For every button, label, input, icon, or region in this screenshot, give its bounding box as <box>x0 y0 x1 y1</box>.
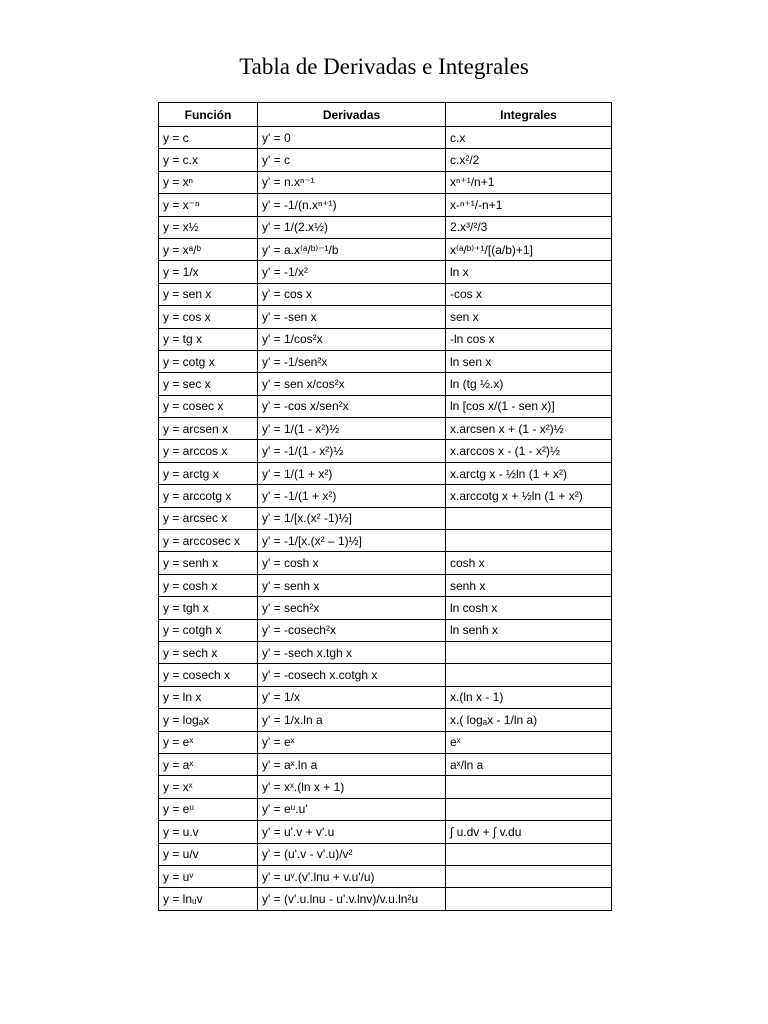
function-cell: y = xˣ <box>159 776 258 798</box>
table-row <box>159 552 612 574</box>
integral-cell <box>446 865 612 887</box>
function-cell: y = sec x <box>159 373 258 395</box>
function-cell: y = ln x <box>159 686 258 708</box>
table-row <box>159 238 612 260</box>
derivative-cell: y' = u'.v + v'.u <box>258 821 446 843</box>
table-row <box>159 731 612 753</box>
integral-cell <box>446 530 612 552</box>
derivative-cell: y' = 1/x.ln a <box>258 709 446 731</box>
integral-cell: x.arccotg x + ½ln (1 + x²) <box>446 485 612 507</box>
table-row <box>159 485 612 507</box>
function-cell: y = uᵛ <box>159 865 258 887</box>
derivative-cell: y' = 1/x <box>258 686 446 708</box>
function-cell: y = c.x <box>159 149 258 171</box>
function-cell: y = xⁿ <box>159 171 258 193</box>
integral-cell: x.(ln x - 1) <box>446 686 612 708</box>
function-cell: y = cos x <box>159 306 258 328</box>
function-cell: y = arccos x <box>159 440 258 462</box>
derivative-cell: y' = a.x⁽ᵃ/ᵇ⁾⁻¹/b <box>258 238 446 260</box>
table-row <box>159 216 612 238</box>
derivative-cell: y' = sech²x <box>258 597 446 619</box>
integral-cell: ln senh x <box>446 619 612 641</box>
table-row <box>159 574 612 596</box>
derivative-cell: y' = cosh x <box>258 552 446 574</box>
function-cell: y = cosec x <box>159 395 258 417</box>
integral-cell: ln sen x <box>446 350 612 372</box>
derivative-cell: y' = 1/[x.(x² -1)½] <box>258 507 446 529</box>
function-cell: y = xᵃ/ᵇ <box>159 238 258 260</box>
function-cell: y = sech x <box>159 641 258 663</box>
integral-cell <box>446 888 612 910</box>
integral-cell: eˣ <box>446 731 612 753</box>
integral-cell: c.x²/2 <box>446 149 612 171</box>
function-cell: y = eᵘ <box>159 798 258 820</box>
function-cell: y = x⁻ⁿ <box>159 194 258 216</box>
table-header-row <box>159 103 612 127</box>
function-cell: y = arcsen x <box>159 418 258 440</box>
table-row <box>159 821 612 843</box>
derivative-cell: y' = c <box>258 149 446 171</box>
integral-cell: xⁿ⁺¹/n+1 <box>446 171 612 193</box>
derivative-cell: y' = -1/(n.xⁿ⁺¹) <box>258 194 446 216</box>
integral-cell: senh x <box>446 574 612 596</box>
table-row <box>159 350 612 372</box>
integral-cell: ∫ u.dv + ∫ v.du <box>446 821 612 843</box>
table-row <box>159 283 612 305</box>
derivative-cell: y' = -1/[x.(x² – 1)½] <box>258 530 446 552</box>
function-cell: y = cosh x <box>159 574 258 596</box>
function-cell: y = arccosec x <box>159 530 258 552</box>
table-row <box>159 127 612 149</box>
integral-cell: ln cosh x <box>446 597 612 619</box>
function-cell: y = cosech x <box>159 664 258 686</box>
integral-cell: x.( logₐx - 1/ln a) <box>446 709 612 731</box>
function-cell: y = tg x <box>159 328 258 350</box>
table-row <box>159 395 612 417</box>
header-funcion: Función <box>159 103 258 127</box>
derivative-cell: y' = -1/x² <box>258 261 446 283</box>
function-cell: y = arctg x <box>159 462 258 484</box>
derivative-cell: y' = 1/(2.x½) <box>258 216 446 238</box>
table-row <box>159 888 612 910</box>
table-row <box>159 798 612 820</box>
function-cell: y = sen x <box>159 283 258 305</box>
function-cell: y = u/v <box>159 843 258 865</box>
integral-cell: x.arccos x - (1 - x²)½ <box>446 440 612 462</box>
function-cell: y = tgh x <box>159 597 258 619</box>
table-row <box>159 619 612 641</box>
integral-cell: cosh x <box>446 552 612 574</box>
function-cell: y = cotgh x <box>159 619 258 641</box>
derivative-cell: y' = 1/cos²x <box>258 328 446 350</box>
function-cell: y = arcsec x <box>159 507 258 529</box>
derivative-cell: y' = senh x <box>258 574 446 596</box>
table-row <box>159 865 612 887</box>
derivative-cell: y' = -cosech x.cotgh x <box>258 664 446 686</box>
table-row <box>159 171 612 193</box>
table-row <box>159 776 612 798</box>
derivative-cell: y' = -cos x/sen²x <box>258 395 446 417</box>
function-cell: y = arccotg x <box>159 485 258 507</box>
table-row <box>159 462 612 484</box>
integral-cell <box>446 798 612 820</box>
table-row <box>159 530 612 552</box>
derivative-cell: y' = n.xⁿ⁻¹ <box>258 171 446 193</box>
table-row <box>159 641 612 663</box>
table-row <box>159 843 612 865</box>
table-row <box>159 261 612 283</box>
integral-cell: 2.x³/²/3 <box>446 216 612 238</box>
integral-cell: ln x <box>446 261 612 283</box>
header-integrales: Integrales <box>446 103 612 127</box>
function-cell: y = aˣ <box>159 753 258 775</box>
table-row <box>159 418 612 440</box>
derivative-cell: y' = 0 <box>258 127 446 149</box>
table-row <box>159 328 612 350</box>
function-cell: y = eˣ <box>159 731 258 753</box>
derivative-cell: y' = (v'.u.lnu - u'.v.lnv)/v.u.ln²u <box>258 888 446 910</box>
header-derivadas: Derivadas <box>258 103 446 127</box>
integral-cell <box>446 664 612 686</box>
table-row <box>159 664 612 686</box>
integral-cell: sen x <box>446 306 612 328</box>
integral-cell: aˣ/ln a <box>446 753 612 775</box>
derivative-cell: y' = sen x/cos²x <box>258 373 446 395</box>
function-cell: y = u.v <box>159 821 258 843</box>
integral-cell <box>446 641 612 663</box>
integral-cell: ln [cos x/(1 - sen x)] <box>446 395 612 417</box>
derivative-cell: y' = aˣ.ln a <box>258 753 446 775</box>
table-row <box>159 709 612 731</box>
table-row <box>159 507 612 529</box>
derivative-cell: y' = -cosech²x <box>258 619 446 641</box>
table-row <box>159 440 612 462</box>
derivative-cell: y' = (u'.v - v'.u)/v² <box>258 843 446 865</box>
derivative-cell: y' = -sen x <box>258 306 446 328</box>
derivative-cell: y' = uᵛ.(v'.lnu + v.u'/u) <box>258 865 446 887</box>
function-cell: y = senh x <box>159 552 258 574</box>
table-row <box>159 597 612 619</box>
derivative-cell: y' = cos x <box>258 283 446 305</box>
derivative-cell: y' = eˣ <box>258 731 446 753</box>
derivative-cell: y' = -1/sen²x <box>258 350 446 372</box>
table-row <box>159 753 612 775</box>
table-row <box>159 373 612 395</box>
integral-cell: -ln cos x <box>446 328 612 350</box>
table-row <box>159 194 612 216</box>
derivative-cell: y' = -1/(1 - x²)½ <box>258 440 446 462</box>
integral-cell <box>446 507 612 529</box>
function-cell: y = x½ <box>159 216 258 238</box>
page-title: Tabla de Derivadas e Integrales <box>239 54 529 79</box>
integral-cell: x-ⁿ⁺¹/-n+1 <box>446 194 612 216</box>
derivatives-table <box>158 102 612 911</box>
integral-cell <box>446 843 612 865</box>
derivative-cell: y' = 1/(1 + x²) <box>258 462 446 484</box>
integral-cell: x⁽ᵃ/ᵇ⁾⁺¹/[(a/b)+1] <box>446 238 612 260</box>
table-row <box>159 306 612 328</box>
derivative-cell: y' = -sech x.tgh x <box>258 641 446 663</box>
integral-cell: c.x <box>446 127 612 149</box>
table-body <box>159 127 612 911</box>
function-cell: y = lnᵤv <box>159 888 258 910</box>
table-row <box>159 149 612 171</box>
integral-cell: x.arcsen x + (1 - x²)½ <box>446 418 612 440</box>
function-cell: y = 1/x <box>159 261 258 283</box>
integral-cell: -cos x <box>446 283 612 305</box>
derivative-cell: y' = 1/(1 - x²)½ <box>258 418 446 440</box>
table-row <box>159 686 612 708</box>
integral-cell: x.arctg x - ½ln (1 + x²) <box>446 462 612 484</box>
function-cell: y = logₐx <box>159 709 258 731</box>
derivative-cell: y' = xˣ.(ln x + 1) <box>258 776 446 798</box>
function-cell: y = cotg x <box>159 350 258 372</box>
function-cell: y = c <box>159 127 258 149</box>
integral-cell <box>446 776 612 798</box>
derivative-cell: y' = eᵘ.u' <box>258 798 446 820</box>
derivative-cell: y' = -1/(1 + x²) <box>258 485 446 507</box>
integral-cell: ln (tg ½.x) <box>446 373 612 395</box>
